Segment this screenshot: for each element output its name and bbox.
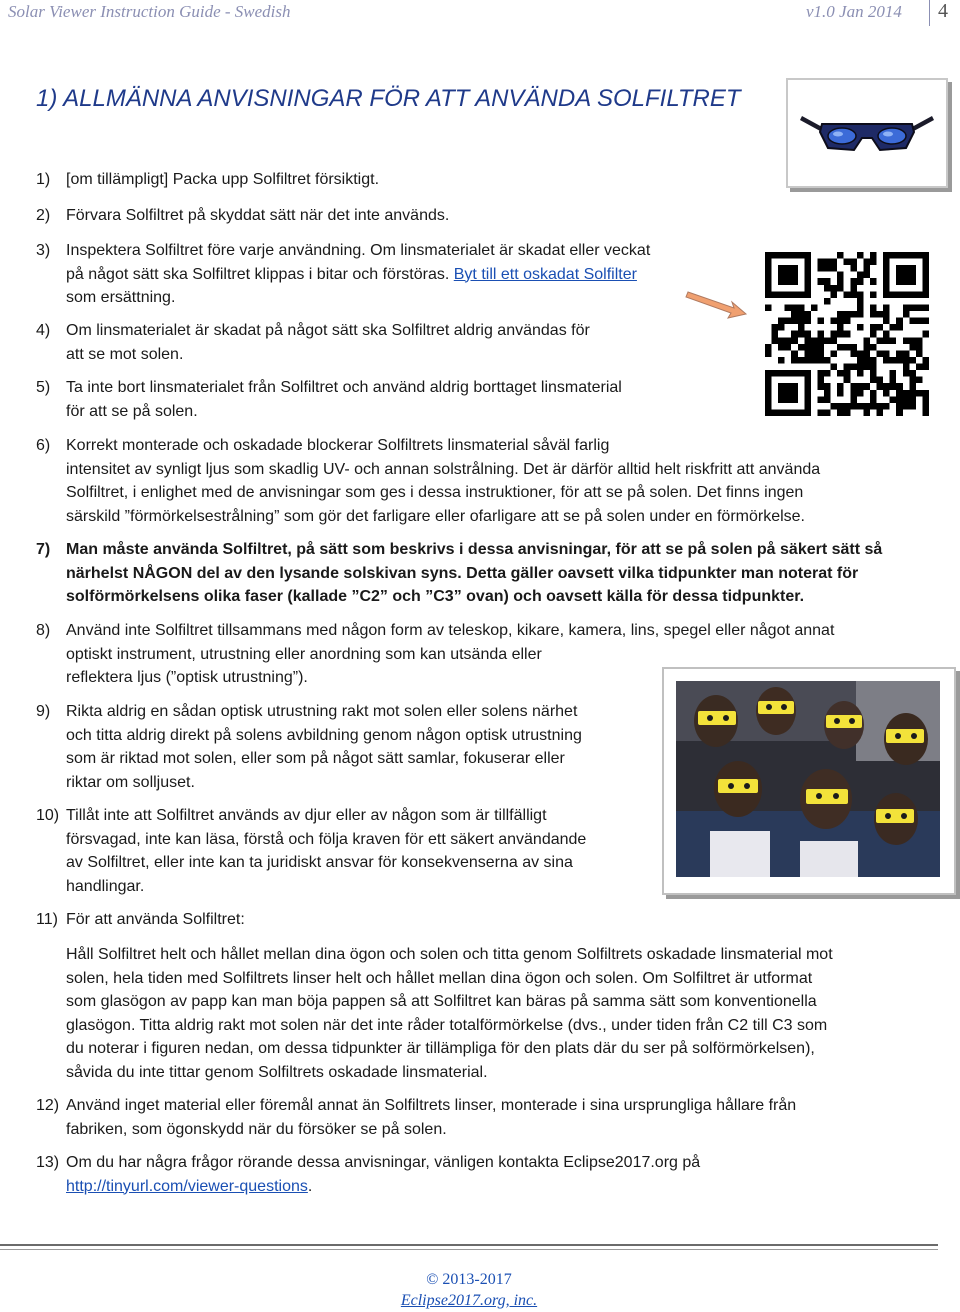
item-text-line: riktar om solljuset. [66,773,195,791]
item-text-line: som ersättning. [66,289,176,306]
footer-org-link[interactable]: Eclipse2017.org, inc. [400,1292,538,1309]
footer-divider [0,1244,938,1246]
item-text: Förvara Solfiltret på skyddat sätt när det inte används. [66,207,450,224]
header-divider [929,0,930,26]
header-title: Solar Viewer Instruction Guide - Swedish [8,2,291,21]
item-text-line: Solfiltret, i enlighet med de anvisningar som ges i dessa instruktioner, för att se på solen. Det finns ingen [66,484,804,501]
item-text-line: solförmörkelsens olika faser (kallade ”C2” och ”C3” ovan) och oavsett källa för dessa tidpunkter. [66,588,805,605]
item-text-line: Rikta aldrig en sådan optisk utrustning rakt mot solen eller solens närhet [66,703,578,720]
footer-divider-thin [0,1249,938,1250]
item-number: 9) [36,703,51,720]
replace-filter-link[interactable]: Byt till ett oskadat Solfilter [453,265,637,283]
item-text-line: Om linsmaterialet är skadat på något sätt ska Solfiltret aldrig användas för [66,322,590,339]
item-text-line: särskild ”förmörkelsestrålning” som gör det farligare eller ofarligare att se på solen under en förmörkelse. [66,507,805,525]
item-text-line: glasögon. Titta aldrig rakt mot solen när det inte råder totalförmörkelse (dvs., under tiden från C2 till C3 som [66,1016,828,1034]
item-number: 10) [36,807,60,824]
footer-copyright: © 2013-2017 [426,1271,512,1288]
item-text-line: försvagad, inte kan läsa, förstå och följa kraven för ett säkert användande [66,830,587,848]
header-version: v1.0 Jan 2014 [806,2,902,21]
item-text-line: Använd inget material eller föremål annat än Solfiltrets linser, monterade i sina ursprungliga hållare från [66,1097,797,1114]
item-text-line: Korrekt monterade och oskadade blockerar Solfiltrets linsmaterial såväl farlig [66,437,610,454]
item-note: [om tillämpligt] [66,171,169,188]
page-number: 4 [938,0,948,22]
item-text-line: Man måste använda Solfiltret, på sätt som beskrivs i dessa anvisningar, för att se på solen på säkert sätt så [66,541,883,558]
item-number: 2) [36,207,51,224]
page-title: 1) ALLMÄNNA ANVISNINGAR FÖR ATT ANVÄNDA SOLFILTRET [36,85,741,112]
pointer-arrow-icon [684,282,750,322]
item-text-line: reflektera ljus (”optisk utrustning”). [66,669,308,686]
glasses-icon [788,80,946,186]
item-text-line: på något sätt ska Solfiltret klippas i bitar och förstöras. [66,265,454,283]
item-number: 1) [36,171,51,188]
item-text: Packa upp Solfiltret försiktigt. [168,171,380,188]
item-number: 13) [36,1154,60,1171]
item-text-line: Tillåt inte att Solfiltret används av djur eller av någon som är tillfälligt [66,807,547,824]
item-number: 4) [36,322,51,339]
item-number: 3) [36,242,51,259]
item-text-line: Använd inte Solfiltret tillsammans med någon form av teleskop, kikare, kamera, lins, spegel eller något annat [66,622,835,639]
item-text-tail: . [307,1177,313,1195]
item-text-line: optiskt instrument, utrustning eller anordning som kan utsända eller [66,645,542,663]
children-with-eclipse-glasses-photo [662,667,956,895]
item-number: 6) [36,437,51,454]
item-text-line: handlingar. [66,877,145,895]
item-text-line: som är riktad mot solen, eller som på något sätt samlar, fokuserar eller [66,750,565,767]
item-text-line: intensitet av synligt ljus som skadlig UV- och annan solstrålning. Det är därför alltid helt riskfritt att använda [66,460,821,478]
eclipse-glasses-image [786,78,948,188]
item-text-line: för att se på solen. [66,402,198,420]
item-number: 5) [36,379,51,396]
item-text-line: Ta inte bort linsmaterialet från Solfiltret och använd aldrig borttaget linsmaterial [66,379,622,396]
item-text-line: som glasögon av papp kan man böja pappen så att Solfiltret kan bäras på samma sätt som konventionella [66,993,817,1010]
item-text-line: Inspektera Solfiltret före varje användning. Om linsmaterialet är skadat eller veckat [66,242,651,259]
item-text-line: av Solfiltret, eller inte kan ta juridiskt ansvar för konsekvenserna av sina [66,854,573,871]
item-text-line: närhelst NÅGON del av den lysande solskivan syns. Detta gäller oavsett vilka tidpunkter man noterat för [66,564,859,582]
item-text-line: Om du har några frågor rörande dessa anvisningar, vänligen kontakta Eclipse2017.org på [66,1154,701,1171]
item-text-line: fabriken, som ögonskydd när du försöker se på solen. [66,1120,447,1138]
viewer-questions-link[interactable]: http://tinyurl.com/viewer-questions [66,1177,308,1195]
item-number: 8) [36,622,51,639]
qr-code[interactable] [764,252,930,416]
item-number: 7) [36,541,51,558]
item-text-line: du noterar i figuren nedan, om dessa tidpunkter är tillämpliga för den plats där du ser på solförmörkelsen), [66,1040,815,1057]
item-text: För att använda Solfiltret: [66,911,245,928]
item-text-line: såvida du inte tittar genom Solfiltrets oskadade linsmaterial. [66,1063,488,1081]
item-text-line: Håll Solfiltret helt och hållet mellan dina ögon och solen och titta genom Solfiltrets oskadade linsmaterial mot [66,946,833,963]
item-number: 11) [36,911,58,928]
photo-image [676,681,940,877]
item-text-line: och titta aldrig direkt på solens avbildning genom någon optisk utrustning [66,726,582,744]
item-text-line: att se mot solen. [66,345,184,363]
item-text-line: solen, hela tiden med Solfiltrets linser helt och hållet mellan dina ögon och solen. Om Solfiltret är utformat [66,969,813,987]
item-number: 12) [36,1097,60,1114]
